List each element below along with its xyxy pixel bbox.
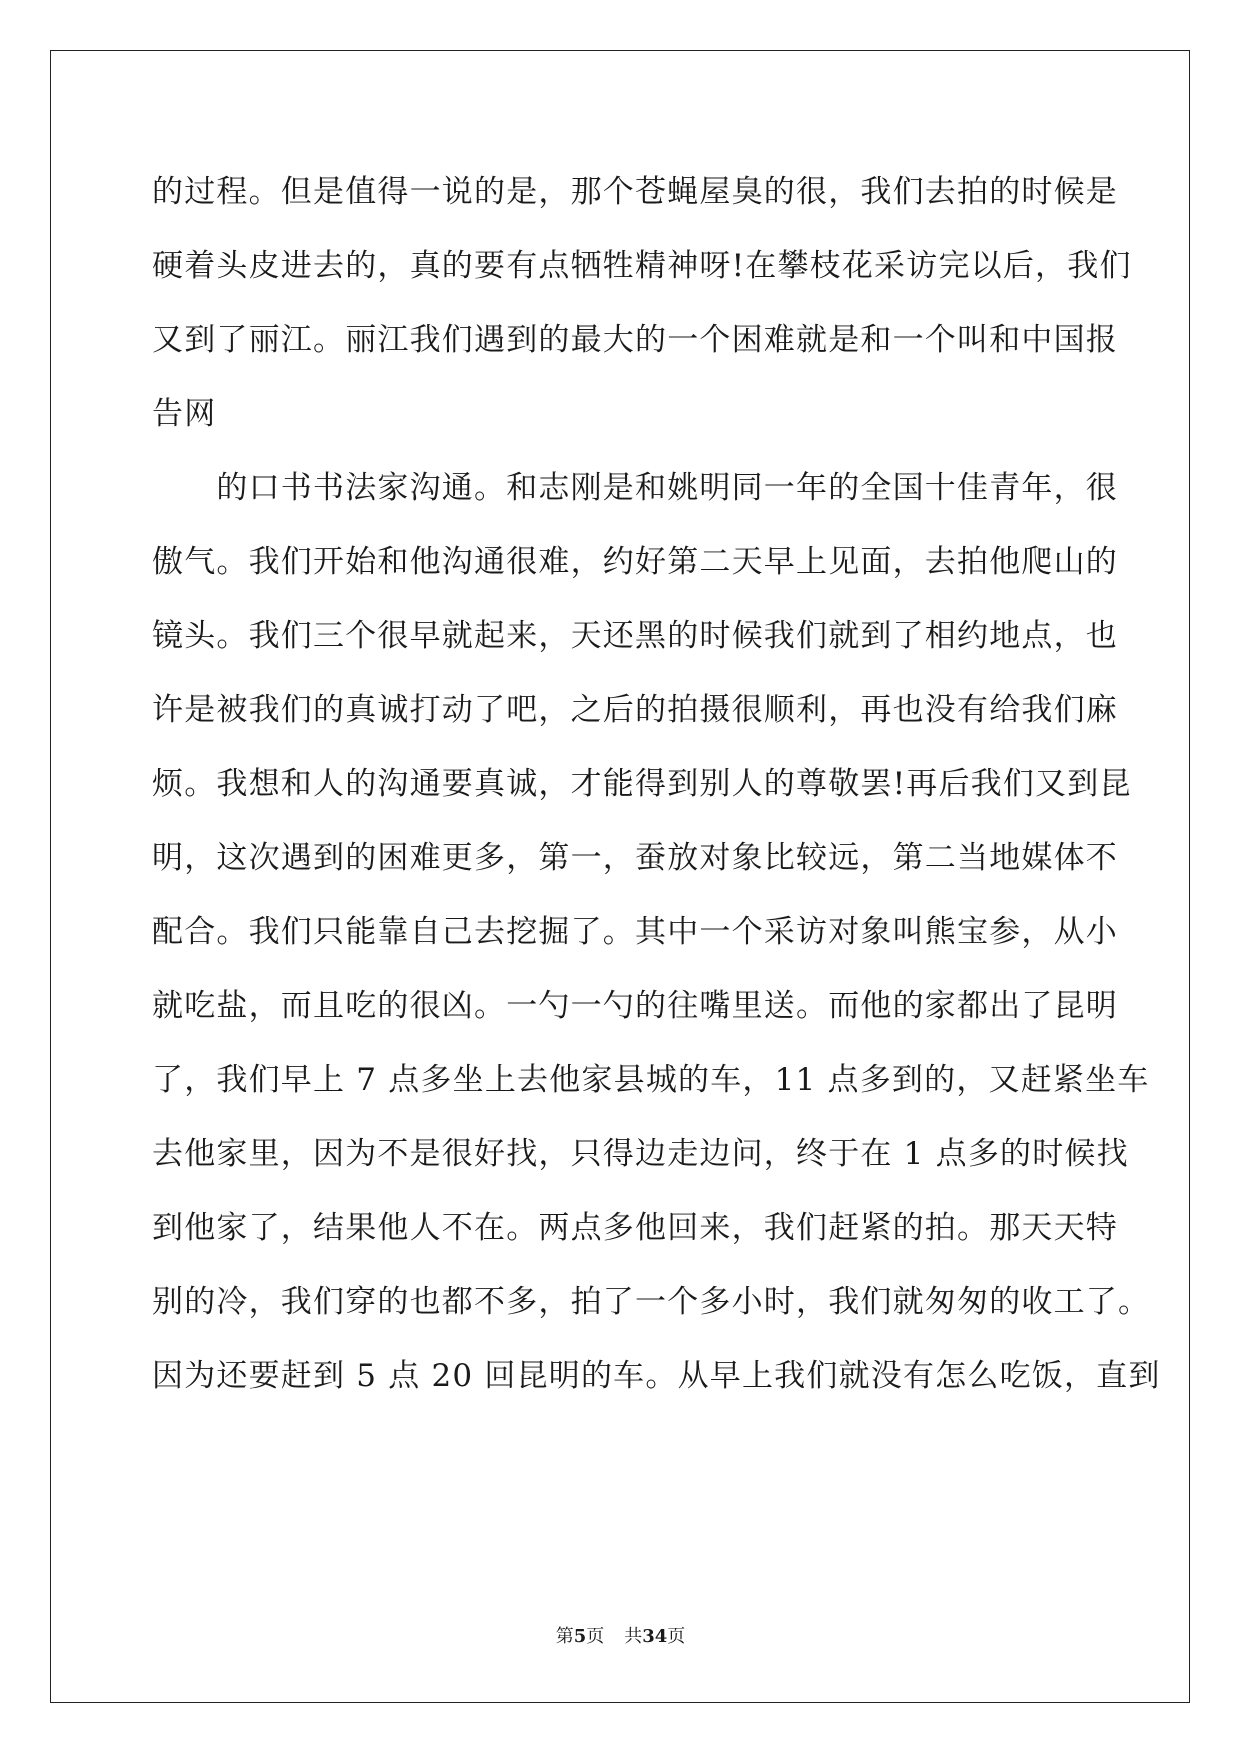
- text-line: 别的冷，我们穿的也都不多，拍了一个多小时，我们就匆匆的收工了。: [152, 1284, 1151, 1320]
- text-line: 了，我们早上 7 点多坐上去他家县城的车，11 点多到的，又赶紧坐车: [152, 1062, 1150, 1098]
- document-body: [152, 155, 1161, 1413]
- text-line: 的过程。但是值得一说的是，那个苍蝇屋臭的很，我们去拍的时候是: [152, 174, 1118, 210]
- text-line: 硬着头皮进去的，真的要有点牺牲精神呀!在攀枝花采访完以后，我们: [152, 248, 1132, 284]
- total-suffix: 页: [667, 1626, 686, 1647]
- text-line: 许是被我们的真诚打动了吧，之后的拍摄很顺利，再也没有给我们麻: [152, 692, 1118, 728]
- text-line: 配合。我们只能靠自己去挖掘了。其中一个采访对象叫熊宝参，从小: [152, 914, 1118, 950]
- text-line: 镜头。我们三个很早就起来，天还黑的时候我们就到了相约地点，也: [152, 618, 1118, 654]
- text-line: 去他家里，因为不是很好找，只得边走边问，终于在 1 点多的时候找: [152, 1136, 1129, 1172]
- page-suffix: 页: [586, 1626, 605, 1647]
- text-line: 到他家了，结果他人不在。两点多他回来，我们赶紧的拍。那天天特: [152, 1210, 1118, 1246]
- text-line: 傲气。我们开始和他沟通很难，约好第二天早上见面，去拍他爬山的: [152, 544, 1118, 580]
- text-line: 就吃盐，而且吃的很凶。一勺一勺的往嘴里送。而他的家都出了昆明: [152, 988, 1118, 1024]
- page-footer: [0, 1622, 1241, 1648]
- page-prefix: 第: [555, 1626, 574, 1647]
- total-prefix: 共: [624, 1626, 643, 1647]
- text-line: 明，这次遇到的困难更多，第一，蚕放对象比较远，第二当地媒体不: [152, 840, 1118, 876]
- text-line: 因为还要赶到 5 点 20 回昆明的车。从早上我们就没有怎么吃饭，直到: [152, 1358, 1161, 1394]
- page-number: 5: [573, 1626, 587, 1647]
- text-line: 的口书书法家沟通。和志刚是和姚明同一年的全国十佳青年，很: [152, 470, 1118, 506]
- text-line: 烦。我想和人的沟通要真诚，才能得到别人的尊敬罢!再后我们又到昆: [152, 766, 1132, 802]
- total-pages: 34: [642, 1626, 668, 1647]
- text-line: 又到了丽江。丽江我们遇到的最大的一个困难就是和一个叫和中国报: [152, 322, 1118, 358]
- text-line: 告网: [152, 396, 217, 432]
